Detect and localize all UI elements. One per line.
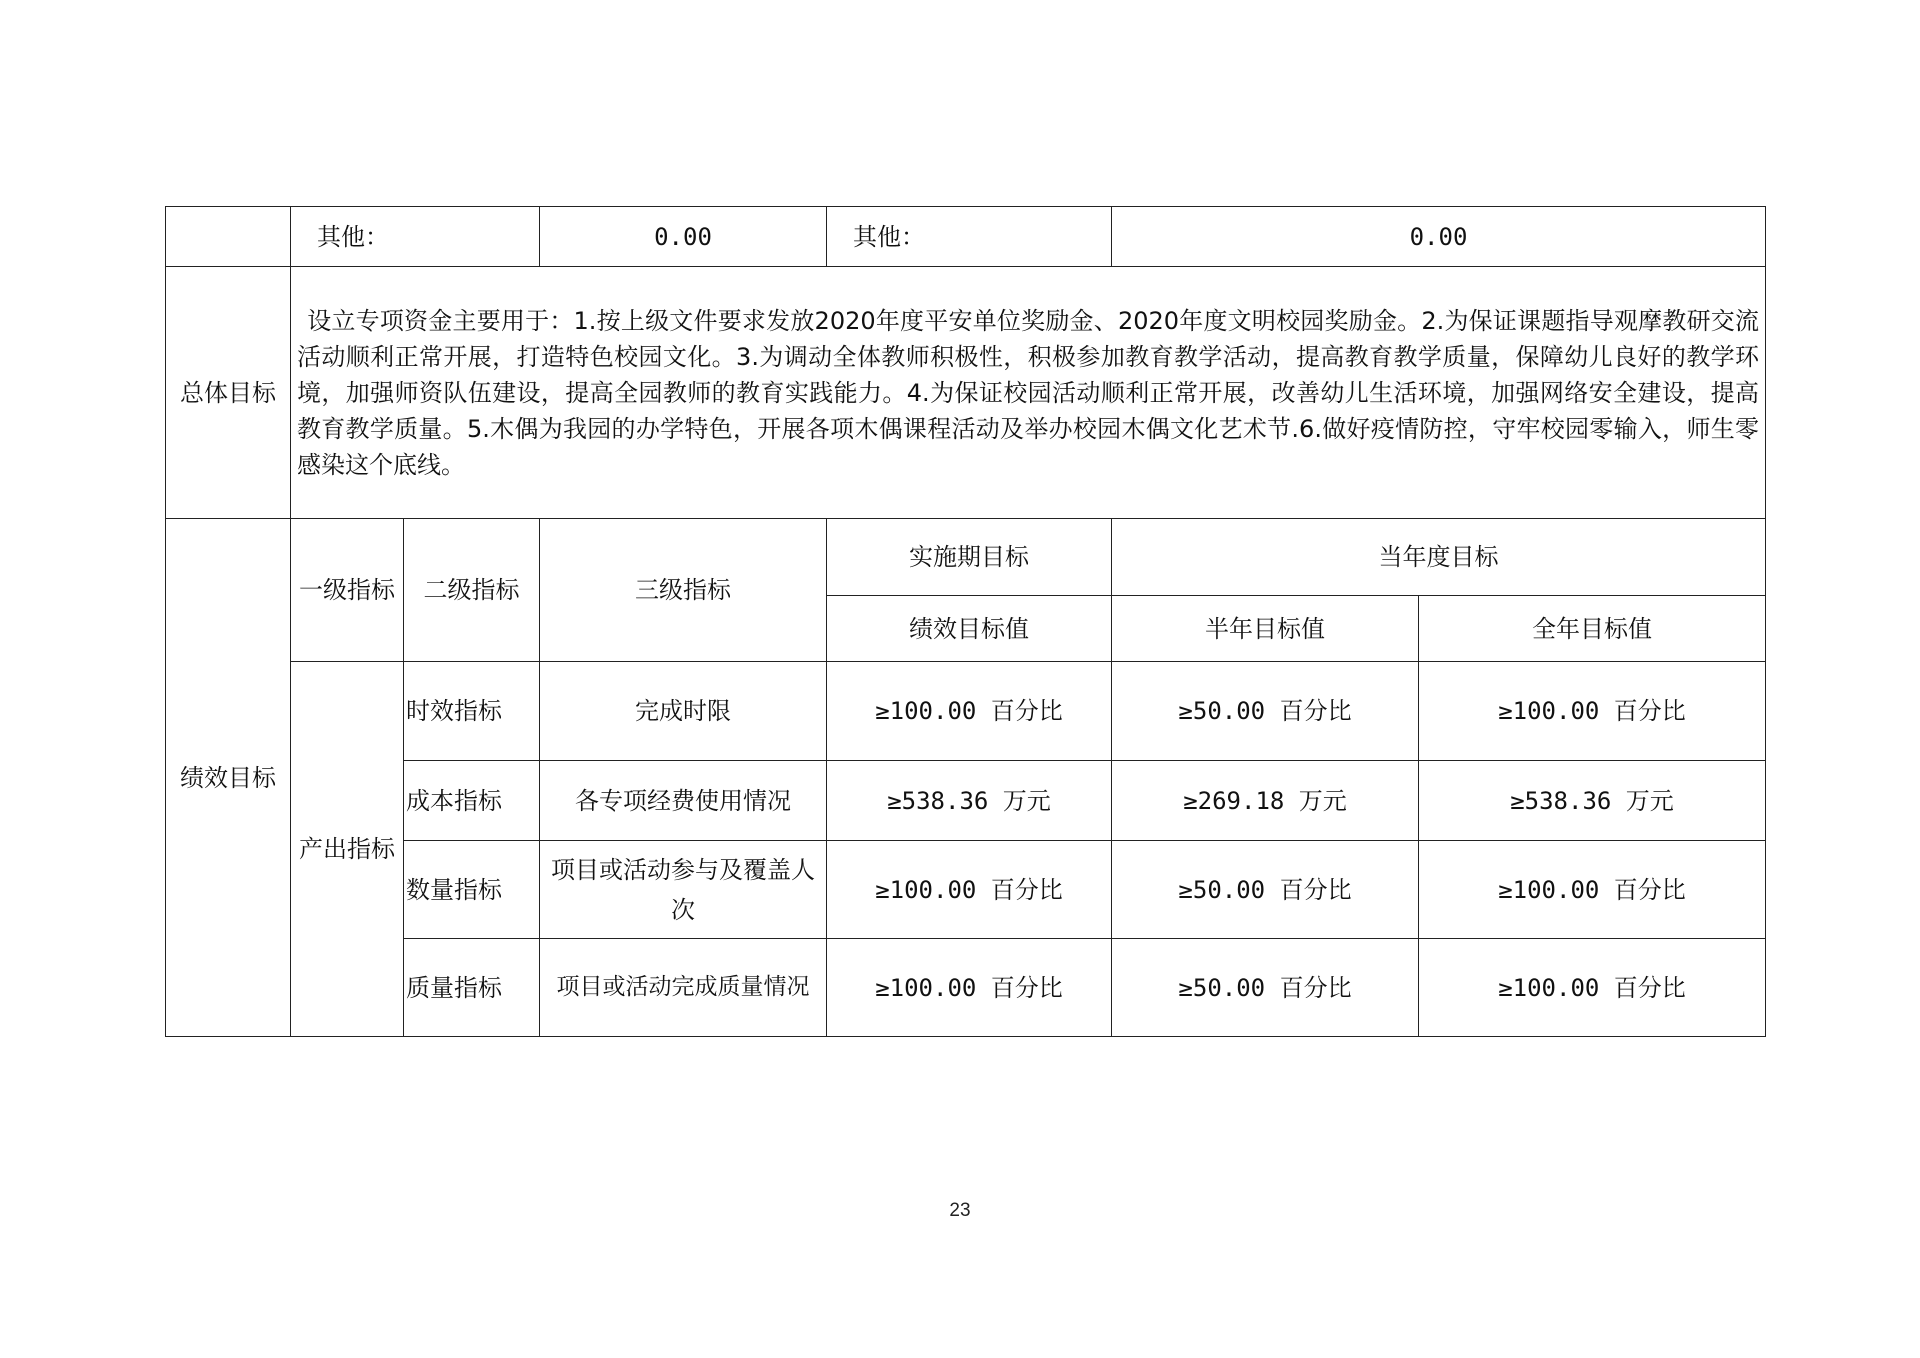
- header-half-year-value: 半年目标值: [1112, 596, 1419, 662]
- table-row: [166, 841, 1766, 939]
- overall-goal-label: 总体目标: [166, 267, 291, 519]
- table-row: [166, 939, 1766, 1037]
- period-value-cell: ≥100.00 百分比: [827, 662, 1112, 761]
- level2-cell: 质量指标: [404, 939, 540, 1037]
- header-full-year-value: 全年目标值: [1419, 596, 1766, 662]
- other-value-right: 0.00: [1112, 207, 1766, 267]
- overall-goal-paragraph: 设立专项资金主要用于：1.按上级文件要求发放2020年度平安单位奖励金、2020年度文明校园奖励金。2.为保证课题指导观摩教研交流活动顺利正常开展，打造特色校园文化。3.为调动全体教师积极性，积极参加教育教学活动，提高教育教学质量，保障幼儿良好的教学环境，加强师资队伍建设，提高全园教师的教育实践能力。4.为保证校园活动顺利正常开展，改善幼儿生活环境，加强网络安全建设，提高教育教学质量。5.木偶为我园的办学特色，开展各项木偶课程活动及举办校园木偶文化艺术节.6.做好疫情防控，守牢校园零输入，师生零感染这个底线。: [297, 306, 1760, 479]
- empty-cell: [166, 207, 291, 267]
- header-period-target: 实施期目标: [827, 519, 1112, 596]
- table-row: [166, 761, 1766, 841]
- other-value-left: 0.00: [540, 207, 827, 267]
- header-year-target: 当年度目标: [1112, 519, 1766, 596]
- output-indicator-label: 产出指标: [291, 662, 404, 1037]
- table-row: [166, 662, 1766, 761]
- full-year-value-cell: ≥100.00 百分比: [1419, 939, 1766, 1037]
- header-level1: 一级指标: [291, 519, 404, 662]
- other-funds-row: [166, 207, 1766, 267]
- header-level2: 二级指标: [404, 519, 540, 662]
- half-year-value-cell: ≥50.00 百分比: [1112, 662, 1419, 761]
- other-label-left: 其他：: [291, 207, 540, 267]
- full-year-value-cell: ≥100.00 百分比: [1419, 841, 1766, 939]
- level2-cell: 成本指标: [404, 761, 540, 841]
- level2-cell: 数量指标: [404, 841, 540, 939]
- overall-goal-row: [166, 267, 1766, 519]
- header-performance-value: 绩效目标值: [827, 596, 1112, 662]
- period-value-cell: ≥100.00 百分比: [827, 841, 1112, 939]
- level3-cell: 各专项经费使用情况: [540, 761, 827, 841]
- level3-cell: 完成时限: [540, 662, 827, 761]
- overall-goal-text: [291, 267, 1766, 519]
- level2-cell: 时效指标: [404, 662, 540, 761]
- half-year-value-cell: ≥50.00 百分比: [1112, 939, 1419, 1037]
- half-year-value-cell: ≥50.00 百分比: [1112, 841, 1419, 939]
- level3-cell: 项目或活动完成质量情况: [540, 939, 827, 1037]
- other-label-right: 其他：: [827, 207, 1112, 267]
- header-level3: 三级指标: [540, 519, 827, 662]
- period-value-cell: ≥100.00 百分比: [827, 939, 1112, 1037]
- full-year-value-cell: ≥538.36 万元: [1419, 761, 1766, 841]
- half-year-value-cell: ≥269.18 万元: [1112, 761, 1419, 841]
- full-year-value-cell: ≥100.00 百分比: [1419, 662, 1766, 761]
- page-number: 23: [949, 1200, 971, 1221]
- indicator-header-row-1: [166, 519, 1766, 596]
- budget-document: [165, 206, 1765, 1037]
- performance-goal-table: [165, 206, 1766, 1037]
- level3-cell: 项目或活动参与及覆盖人次: [540, 841, 827, 939]
- performance-goal-label: 绩效目标: [166, 519, 291, 1037]
- period-value-cell: ≥538.36 万元: [827, 761, 1112, 841]
